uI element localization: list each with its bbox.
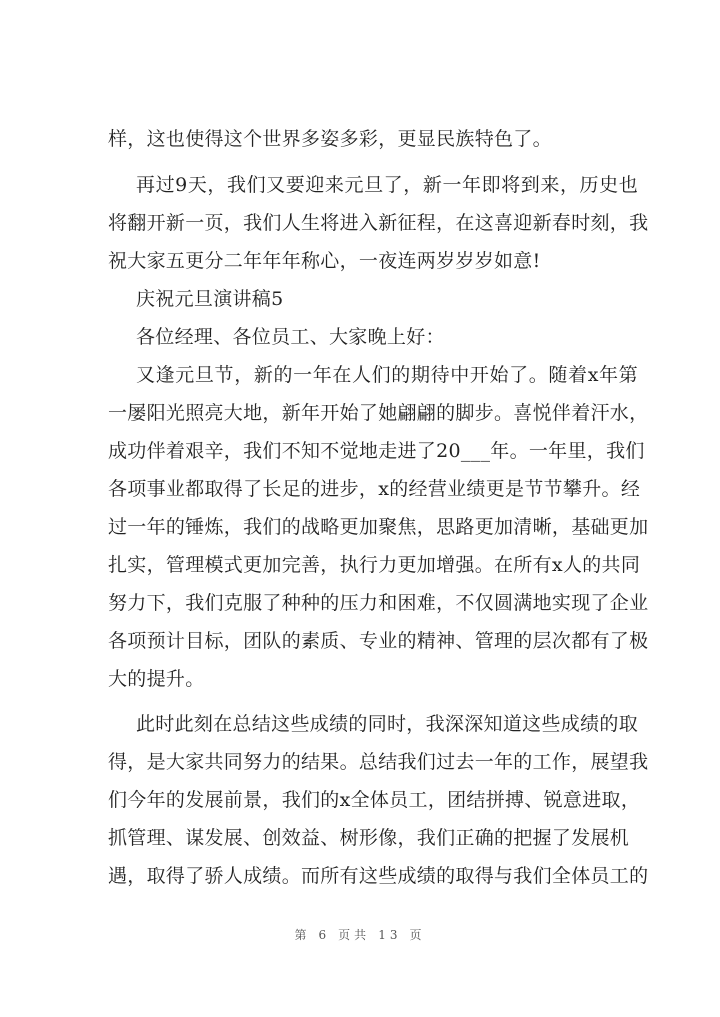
text-line-19: 抓管理、谋发展、创效益、树形像，我们正确的把握了发展机: [108, 827, 630, 849]
text-line-8: 一屡阳光照亮大地，新年开始了她翩翩的脚步。喜悦伴着汗水，: [108, 402, 649, 424]
salutation: 各位经理、各位员工、大家晚上好：: [136, 326, 445, 348]
text-line-2: 再过9天，我们又要迎来元旦了，新一年即将到来，历史也: [136, 174, 638, 196]
text-line-14: 各项预计目标，团队的素质、专业的精神、管理的层次都有了极: [108, 630, 649, 652]
text-line-3: 将翻开新一页，我们人生将进入新征程，在这喜迎新春时刻，我: [108, 212, 649, 234]
text-line-9: 成功伴着艰辛，我们不知不觉地走进了20___年。一年里，我们: [108, 440, 645, 462]
text-line-4: 祝大家五更分二年年年称心，一夜连两岁岁岁如意!: [108, 250, 541, 272]
text-line-13: 努力下，我们克服了种种的压力和困难，不仅圆满地实现了企业: [108, 592, 649, 614]
text-line-12: 扎实，管理模式更加完善，执行力更加增强。在所有x人的共同: [108, 554, 641, 576]
text-line-17: 得，是大家共同努力的结果。总结我们过去一年的工作，展望我: [108, 751, 649, 773]
text-line-20: 遇，取得了骄人成绩。而所有这些成绩的取得与我们全体员工的: [108, 865, 649, 887]
text-line-15: 大的提升。: [108, 668, 205, 690]
page-footer: [0, 926, 720, 943]
section-heading: 庆祝元旦演讲稿5: [136, 288, 284, 310]
footer-page-number: 6: [318, 928, 331, 942]
footer-label-page: 第: [294, 928, 311, 942]
text-line-7: 又逢元旦节，新的一年在人们的期待中开始了。随着x年第: [136, 364, 638, 386]
text-line-11: 过一年的锤炼，我们的战略更加聚焦，思路更加清晰，基础更加: [108, 516, 649, 538]
text-line-16: 此时此刻在总结这些成绩的同时，我深深知道这些成绩的取: [136, 713, 638, 735]
footer-label-end: 页: [409, 928, 426, 942]
text-line-10: 各项事业都取得了长足的进步，x的经营业绩更是节节攀升。经: [108, 478, 641, 500]
text-line-1: 样，这也使得这个世界多姿多彩，更显民族特色了。: [108, 128, 552, 150]
footer-total-pages: 13: [378, 928, 402, 942]
text-line-18: 们今年的发展前景，我们的x全体员工，团结拼搏、锐意进取，: [108, 789, 641, 811]
footer-label-total: 页共: [338, 928, 371, 942]
